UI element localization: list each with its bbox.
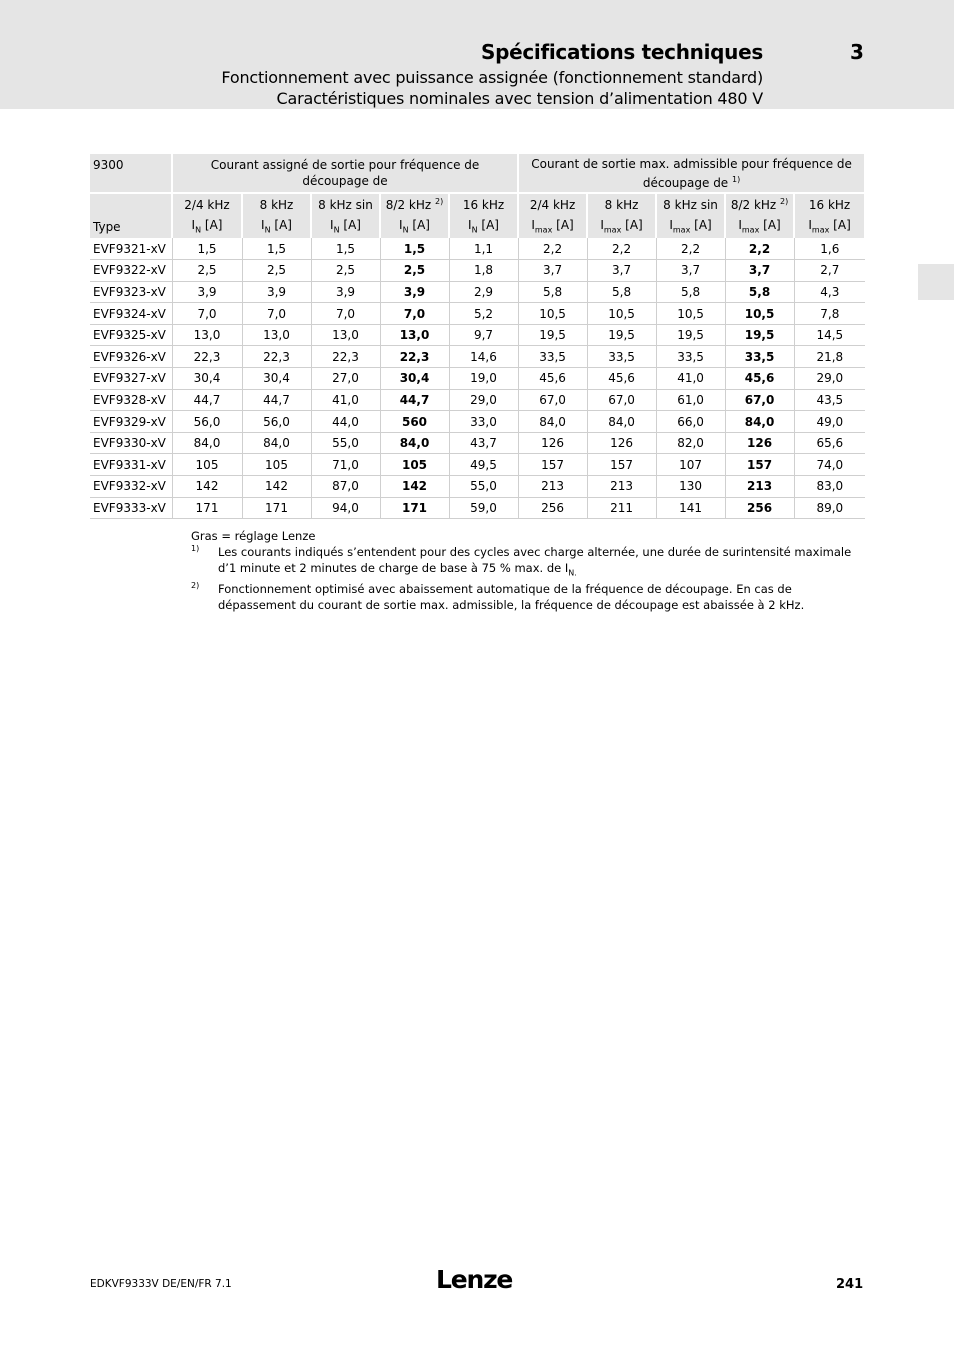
value-cell: 1,1 <box>449 238 518 260</box>
value-cell: 171 <box>172 497 242 519</box>
value-cell: 5,8 <box>725 281 794 303</box>
unit-imax-header: $I_{max}$ [A] <box>587 215 656 238</box>
value-cell: 107 <box>656 454 725 476</box>
value-cell: 213 <box>587 476 656 498</box>
value-cell: 13,0 <box>311 324 380 346</box>
value-cell: 13,0 <box>380 324 449 346</box>
value-cell: 22,3 <box>311 346 380 368</box>
type-cell: EVF9333-xV <box>90 497 172 519</box>
type-cell: EVF9330-xV <box>90 432 172 454</box>
value-cell: 7,0 <box>172 303 242 325</box>
freq-header: 8 kHz sin <box>311 193 380 215</box>
value-cell: 2,2 <box>518 238 587 260</box>
table-row <box>90 281 865 303</box>
value-cell: 105 <box>172 454 242 476</box>
table-row <box>90 368 865 390</box>
table-row <box>90 238 865 260</box>
unit-in-header: $I_N$ [A] <box>449 215 518 238</box>
value-cell: 33,5 <box>725 346 794 368</box>
value-cell: 94,0 <box>311 497 380 519</box>
freq-header: 8 kHz sin <box>656 193 725 215</box>
value-cell: 2,2 <box>725 238 794 260</box>
value-cell: 130 <box>656 476 725 498</box>
value-cell: 44,0 <box>311 411 380 433</box>
unit-in-header: $I_N$ [A] <box>380 215 449 238</box>
value-cell: 126 <box>725 432 794 454</box>
value-cell: 22,3 <box>242 346 311 368</box>
table-row <box>90 346 865 368</box>
value-cell: 10,5 <box>587 303 656 325</box>
value-cell: 9,7 <box>449 324 518 346</box>
value-cell: 2,2 <box>587 238 656 260</box>
type-cell: EVF9323-xV <box>90 281 172 303</box>
value-cell: 1,5 <box>311 238 380 260</box>
value-cell: 83,0 <box>794 476 865 498</box>
value-cell: 3,9 <box>380 281 449 303</box>
value-cell: 19,5 <box>587 324 656 346</box>
bold-legend: Gras = réglage Lenze <box>191 529 316 543</box>
freq-header: 16 kHz <box>794 193 865 215</box>
value-cell: 67,0 <box>518 389 587 411</box>
value-cell: 56,0 <box>242 411 311 433</box>
value-cell: 33,5 <box>656 346 725 368</box>
value-cell: 66,0 <box>656 411 725 433</box>
value-cell: 1,8 <box>449 260 518 282</box>
value-cell: 43,5 <box>794 389 865 411</box>
value-cell: 56,0 <box>172 411 242 433</box>
section-subtitle-2: Caractéristiques nominales avec tension d’alimentation 480 V <box>276 89 763 108</box>
value-cell: 82,0 <box>656 432 725 454</box>
value-cell: 43,7 <box>449 432 518 454</box>
type-cell: EVF9324-xV <box>90 303 172 325</box>
value-cell: 19,5 <box>656 324 725 346</box>
value-cell: 1,5 <box>242 238 311 260</box>
value-cell: 22,3 <box>172 346 242 368</box>
value-cell: 41,0 <box>656 368 725 390</box>
value-cell: 67,0 <box>587 389 656 411</box>
rated-current-table <box>90 154 866 519</box>
value-cell: 7,0 <box>380 303 449 325</box>
value-cell: 105 <box>380 454 449 476</box>
value-cell: 71,0 <box>311 454 380 476</box>
value-cell: 2,5 <box>311 260 380 282</box>
freq-header: 16 kHz <box>449 193 518 215</box>
type-cell: EVF9328-xV <box>90 389 172 411</box>
value-cell: 55,0 <box>311 432 380 454</box>
value-cell: 49,5 <box>449 454 518 476</box>
value-cell: 30,4 <box>242 368 311 390</box>
value-cell: 22,3 <box>380 346 449 368</box>
type-cell: EVF9329-xV <box>90 411 172 433</box>
value-cell: 3,7 <box>725 260 794 282</box>
value-cell: 126 <box>518 432 587 454</box>
value-cell: 3,9 <box>172 281 242 303</box>
value-cell: 13,0 <box>242 324 311 346</box>
value-cell: 5,8 <box>587 281 656 303</box>
value-cell: 256 <box>725 497 794 519</box>
value-cell: 84,0 <box>587 411 656 433</box>
value-cell: 29,0 <box>794 368 865 390</box>
table-row <box>90 411 865 433</box>
value-cell: 30,4 <box>380 368 449 390</box>
value-cell: 10,5 <box>518 303 587 325</box>
value-cell: 157 <box>518 454 587 476</box>
value-cell: 44,7 <box>242 389 311 411</box>
type-cell: EVF9332-xV <box>90 476 172 498</box>
chapter-title: Spécifications techniques <box>480 40 763 64</box>
value-cell: 33,5 <box>518 346 587 368</box>
value-cell: 3,7 <box>656 260 725 282</box>
value-cell: 5,8 <box>656 281 725 303</box>
value-cell: 27,0 <box>311 368 380 390</box>
value-cell: 7,8 <box>794 303 865 325</box>
value-cell: 142 <box>242 476 311 498</box>
value-cell: 171 <box>242 497 311 519</box>
rated-current-group-header: Courant assigné de sortie pour fréquence de découpage de <box>172 154 518 193</box>
value-cell: 1,5 <box>380 238 449 260</box>
value-cell: 89,0 <box>794 497 865 519</box>
value-cell: 14,6 <box>449 346 518 368</box>
value-cell: 84,0 <box>242 432 311 454</box>
value-cell: 33,0 <box>449 411 518 433</box>
value-cell: 13,0 <box>172 324 242 346</box>
value-cell: 19,0 <box>449 368 518 390</box>
value-cell: 67,0 <box>725 389 794 411</box>
value-cell: 21,8 <box>794 346 865 368</box>
freq-header: 2/4 kHz <box>518 193 587 215</box>
value-cell: 211 <box>587 497 656 519</box>
table-row <box>90 324 865 346</box>
table-row <box>90 260 865 282</box>
max-current-group-header: Courant de sortie max. admissible pour fréquence de découpage de $^{1)}$ <box>518 154 865 193</box>
page-number: 241 <box>836 1277 864 1292</box>
value-cell: 33,5 <box>587 346 656 368</box>
value-cell: 45,6 <box>518 368 587 390</box>
value-cell: 4,3 <box>794 281 865 303</box>
value-cell: 14,5 <box>794 324 865 346</box>
value-cell: 10,5 <box>725 303 794 325</box>
table-notes <box>191 528 861 613</box>
freq-header: 8 kHz <box>242 193 311 215</box>
value-cell: 142 <box>380 476 449 498</box>
value-cell: 560 <box>380 411 449 433</box>
table-row <box>90 389 865 411</box>
value-cell: 84,0 <box>725 411 794 433</box>
unit-in-header: $I_N$ [A] <box>311 215 380 238</box>
value-cell: 84,0 <box>172 432 242 454</box>
unit-imax-header: $I_{max}$ [A] <box>656 215 725 238</box>
table-row <box>90 476 865 498</box>
unit-imax-header: $I_{max}$ [A] <box>518 215 587 238</box>
type-cell: EVF9321-xV <box>90 238 172 260</box>
value-cell: 7,0 <box>311 303 380 325</box>
value-cell: 2,2 <box>656 238 725 260</box>
value-cell: 29,0 <box>449 389 518 411</box>
type-cell: EVF9322-xV <box>90 260 172 282</box>
value-cell: 256 <box>518 497 587 519</box>
freq-header: 8 kHz <box>587 193 656 215</box>
type-cell: EVF9326-xV <box>90 346 172 368</box>
value-cell: 213 <box>518 476 587 498</box>
type-cell: EVF9331-xV <box>90 454 172 476</box>
value-cell: 45,6 <box>725 368 794 390</box>
unit-imax-header: $I_{max}$ [A] <box>725 215 794 238</box>
value-cell: 5,2 <box>449 303 518 325</box>
value-cell: 55,0 <box>449 476 518 498</box>
value-cell: 213 <box>725 476 794 498</box>
freq-header: 2/4 kHz <box>172 193 242 215</box>
value-cell: 2,7 <box>794 260 865 282</box>
table-row <box>90 454 865 476</box>
value-cell: 10,5 <box>656 303 725 325</box>
footnote-2: 2) Fonctionnement optimisé avec abaissement automatique de la fréquence de découpage. En cas de dépassement du courant de sortie max. admissible, la fréquence de découpage est abaissée à 2 kHz. <box>191 581 805 613</box>
unit-in-header: $I_N$ [A] <box>172 215 242 238</box>
value-cell: 1,6 <box>794 238 865 260</box>
value-cell: 3,9 <box>311 281 380 303</box>
value-cell: 126 <box>587 432 656 454</box>
value-cell: 65,6 <box>794 432 865 454</box>
value-cell: 74,0 <box>794 454 865 476</box>
type-cell: EVF9327-xV <box>90 368 172 390</box>
value-cell: 171 <box>380 497 449 519</box>
freq-header: 8/2 kHz $^{2)}$ <box>380 193 449 215</box>
type-cell: EVF9325-xV <box>90 324 172 346</box>
unit-imax-header: $I_{max}$ [A] <box>794 215 865 238</box>
table-row <box>90 497 865 519</box>
value-cell: 3,7 <box>518 260 587 282</box>
value-cell: 142 <box>172 476 242 498</box>
freq-header: 8/2 kHz $^{2)}$ <box>725 193 794 215</box>
value-cell: 7,0 <box>242 303 311 325</box>
value-cell: 19,5 <box>725 324 794 346</box>
type-spacer <box>90 193 172 215</box>
value-cell: 30,4 <box>172 368 242 390</box>
value-cell: 41,0 <box>311 389 380 411</box>
chapter-number: 3 <box>850 40 864 64</box>
value-cell: 105 <box>242 454 311 476</box>
value-cell: 2,9 <box>449 281 518 303</box>
value-cell: 19,5 <box>518 324 587 346</box>
section-subtitle-1: Fonctionnement avec puissance assignée (fonctionnement standard) <box>221 68 763 87</box>
value-cell: 49,0 <box>794 411 865 433</box>
table-row <box>90 432 865 454</box>
series-header: 9300 <box>90 154 172 193</box>
chapter-side-tab <box>918 264 954 300</box>
value-cell: 157 <box>587 454 656 476</box>
lenze-logo: Lenze <box>436 1265 513 1294</box>
value-cell: 44,7 <box>380 389 449 411</box>
document-id: EDKVF9333V DE/EN/FR 7.1 <box>90 1278 232 1290</box>
value-cell: 5,8 <box>518 281 587 303</box>
value-cell: 84,0 <box>518 411 587 433</box>
value-cell: 44,7 <box>172 389 242 411</box>
value-cell: 1,5 <box>172 238 242 260</box>
value-cell: 3,9 <box>242 281 311 303</box>
value-cell: 141 <box>656 497 725 519</box>
value-cell: 2,5 <box>380 260 449 282</box>
unit-in-header: $I_N$ [A] <box>242 215 311 238</box>
value-cell: 84,0 <box>380 432 449 454</box>
value-cell: 2,5 <box>242 260 311 282</box>
value-cell: 87,0 <box>311 476 380 498</box>
value-cell: 157 <box>725 454 794 476</box>
footnote-1: 1) Les courants indiqués s’entendent pour des cycles avec charge alternée, une durée de surintensité maximale d’1 minute et 2 minutes de charge de base à 75 % max. de $I_{N.}$ <box>191 544 852 578</box>
table-row <box>90 303 865 325</box>
value-cell: 45,6 <box>587 368 656 390</box>
type-header: Type <box>90 215 172 238</box>
value-cell: 59,0 <box>449 497 518 519</box>
value-cell: 3,7 <box>587 260 656 282</box>
value-cell: 61,0 <box>656 389 725 411</box>
value-cell: 2,5 <box>172 260 242 282</box>
